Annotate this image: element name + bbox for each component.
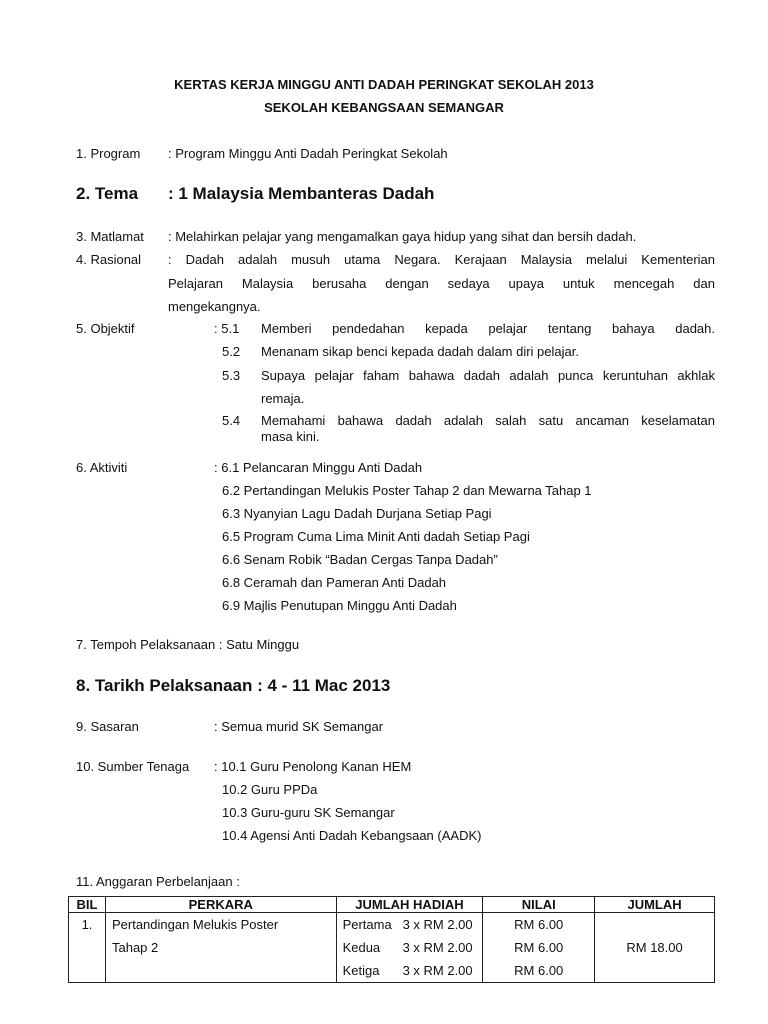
objektif-label: 5. Objektif bbox=[76, 321, 135, 336]
aktiviti-item: 6.2 Pertandingan Melukis Poster Tahap 2 dan Mewarna Tahap 1 bbox=[222, 483, 592, 498]
sasaran-label: 9. Sasaran bbox=[76, 719, 139, 734]
cell-jumlah-hadiah: Pertama 3 x RM 2.00 Kedua 3 x RM 2.00 Ketiga 3 x RM 2.00 bbox=[336, 913, 483, 983]
matlamat-value: : Melahirkan pelajar yang mengamalkan gaya hidup yang sihat dan bersih dadah. bbox=[168, 229, 637, 244]
rasional-label: 4. Rasional bbox=[76, 252, 142, 267]
sumber-label: 10. Sumber Tenaga bbox=[76, 759, 190, 774]
objektif-text-cont: remaja. bbox=[261, 391, 305, 406]
program-label: 1. Program bbox=[76, 146, 141, 161]
aktiviti-item: 6.6 Senam Robik “Badan Cergas Tanpa Dadah” bbox=[222, 552, 498, 567]
tarikh-pelaksanaan: 8. Tarikh Pelaksanaan : 4 - 11 Mac 2013 bbox=[76, 676, 391, 695]
table-header-row bbox=[69, 897, 715, 913]
cell-nilai: RM 6.00 RM 6.00 RM 6.00 bbox=[483, 913, 595, 983]
sumber-item: : 10.1 Guru Penolong Kanan HEM bbox=[214, 759, 412, 774]
aktiviti-label: 6. Aktiviti bbox=[76, 460, 128, 475]
aktiviti-item: 6.9 Majlis Penutupan Minggu Anti Dadah bbox=[222, 598, 457, 613]
col-header-perkara: PERKARA bbox=[105, 897, 336, 913]
objektif-text: Supaya pelajar faham bahawa dadah adalah punca keruntuhan akhlak bbox=[261, 368, 715, 383]
objektif-num: : 5.1 bbox=[214, 321, 240, 336]
tema-value: : 1 Malaysia Membanteras Dadah bbox=[168, 184, 435, 203]
document-title: KERTAS KERJA MINGGU ANTI DADAH PERINGKAT SEKOLAH 2013 bbox=[174, 77, 594, 92]
objektif-text-cont: masa kini. bbox=[261, 429, 320, 444]
aktiviti-item: : 6.1 Pelancaran Minggu Anti Dadah bbox=[214, 460, 423, 475]
col-header-jumlah: JUMLAH bbox=[595, 897, 715, 913]
matlamat-label: 3. Matlamat bbox=[76, 229, 144, 244]
col-header-jumlah-hadiah: JUMLAH HADIAH bbox=[336, 897, 483, 913]
cell-jumlah: RM 18.00 bbox=[595, 913, 715, 983]
tempoh-pelaksanaan: 7. Tempoh Pelaksanaan : Satu Minggu bbox=[76, 637, 300, 652]
budget-table bbox=[68, 896, 715, 983]
sasaran-value: : Semua murid SK Semangar bbox=[214, 719, 384, 734]
aktiviti-item: 6.5 Program Cuma Lima Minit Anti dadah Setiap Pagi bbox=[222, 529, 530, 544]
aktiviti-item: 6.8 Ceramah dan Pameran Anti Dadah bbox=[222, 575, 447, 590]
rasional-line-2: Pelajaran Malaysia berusaha dengan sedaya upaya untuk mencegah dan bbox=[168, 276, 715, 291]
objektif-num: 5.3 bbox=[222, 368, 241, 383]
aktiviti-item: 6.3 Nyanyian Lagu Dadah Durjana Setiap Pagi bbox=[222, 506, 492, 521]
school-name: SEKOLAH KEBANGSAAN SEMANGAR bbox=[264, 100, 504, 115]
program-value: : Program Minggu Anti Dadah Peringkat Sekolah bbox=[168, 146, 448, 161]
objektif-text: Menanam sikap benci kepada dadah dalam diri pelajar. bbox=[261, 344, 579, 359]
objektif-num: 5.4 bbox=[222, 413, 241, 428]
anggaran-label: 11. Anggaran Perbelanjaan : bbox=[76, 874, 240, 889]
rasional-line-1: : Dadah adalah musuh utama Negara. Kerajaan Malaysia melalui Kementerian bbox=[168, 252, 715, 267]
objektif-text: Memahami bahawa dadah adalah salah satu ancaman keselamatan bbox=[261, 413, 715, 428]
objektif-text: Memberi pendedahan kepada pelajar tentang bahaya dadah. bbox=[261, 321, 715, 336]
col-header-bil: BIL bbox=[69, 897, 106, 913]
sumber-item: 10.4 Agensi Anti Dadah Kebangsaan (AADK) bbox=[222, 828, 482, 843]
col-header-nilai: NILAI bbox=[483, 897, 595, 913]
sumber-item: 10.3 Guru-guru SK Semangar bbox=[222, 805, 395, 820]
rasional-line-3: mengekangnya. bbox=[168, 299, 261, 314]
table-row bbox=[69, 913, 715, 983]
cell-perkara: Pertandingan Melukis Poster Tahap 2 bbox=[105, 913, 336, 983]
cell-bil: 1. bbox=[69, 913, 106, 983]
tema-label: 2. Tema bbox=[76, 184, 139, 203]
sumber-item: 10.2 Guru PPDa bbox=[222, 782, 318, 797]
objektif-num: 5.2 bbox=[222, 344, 241, 359]
